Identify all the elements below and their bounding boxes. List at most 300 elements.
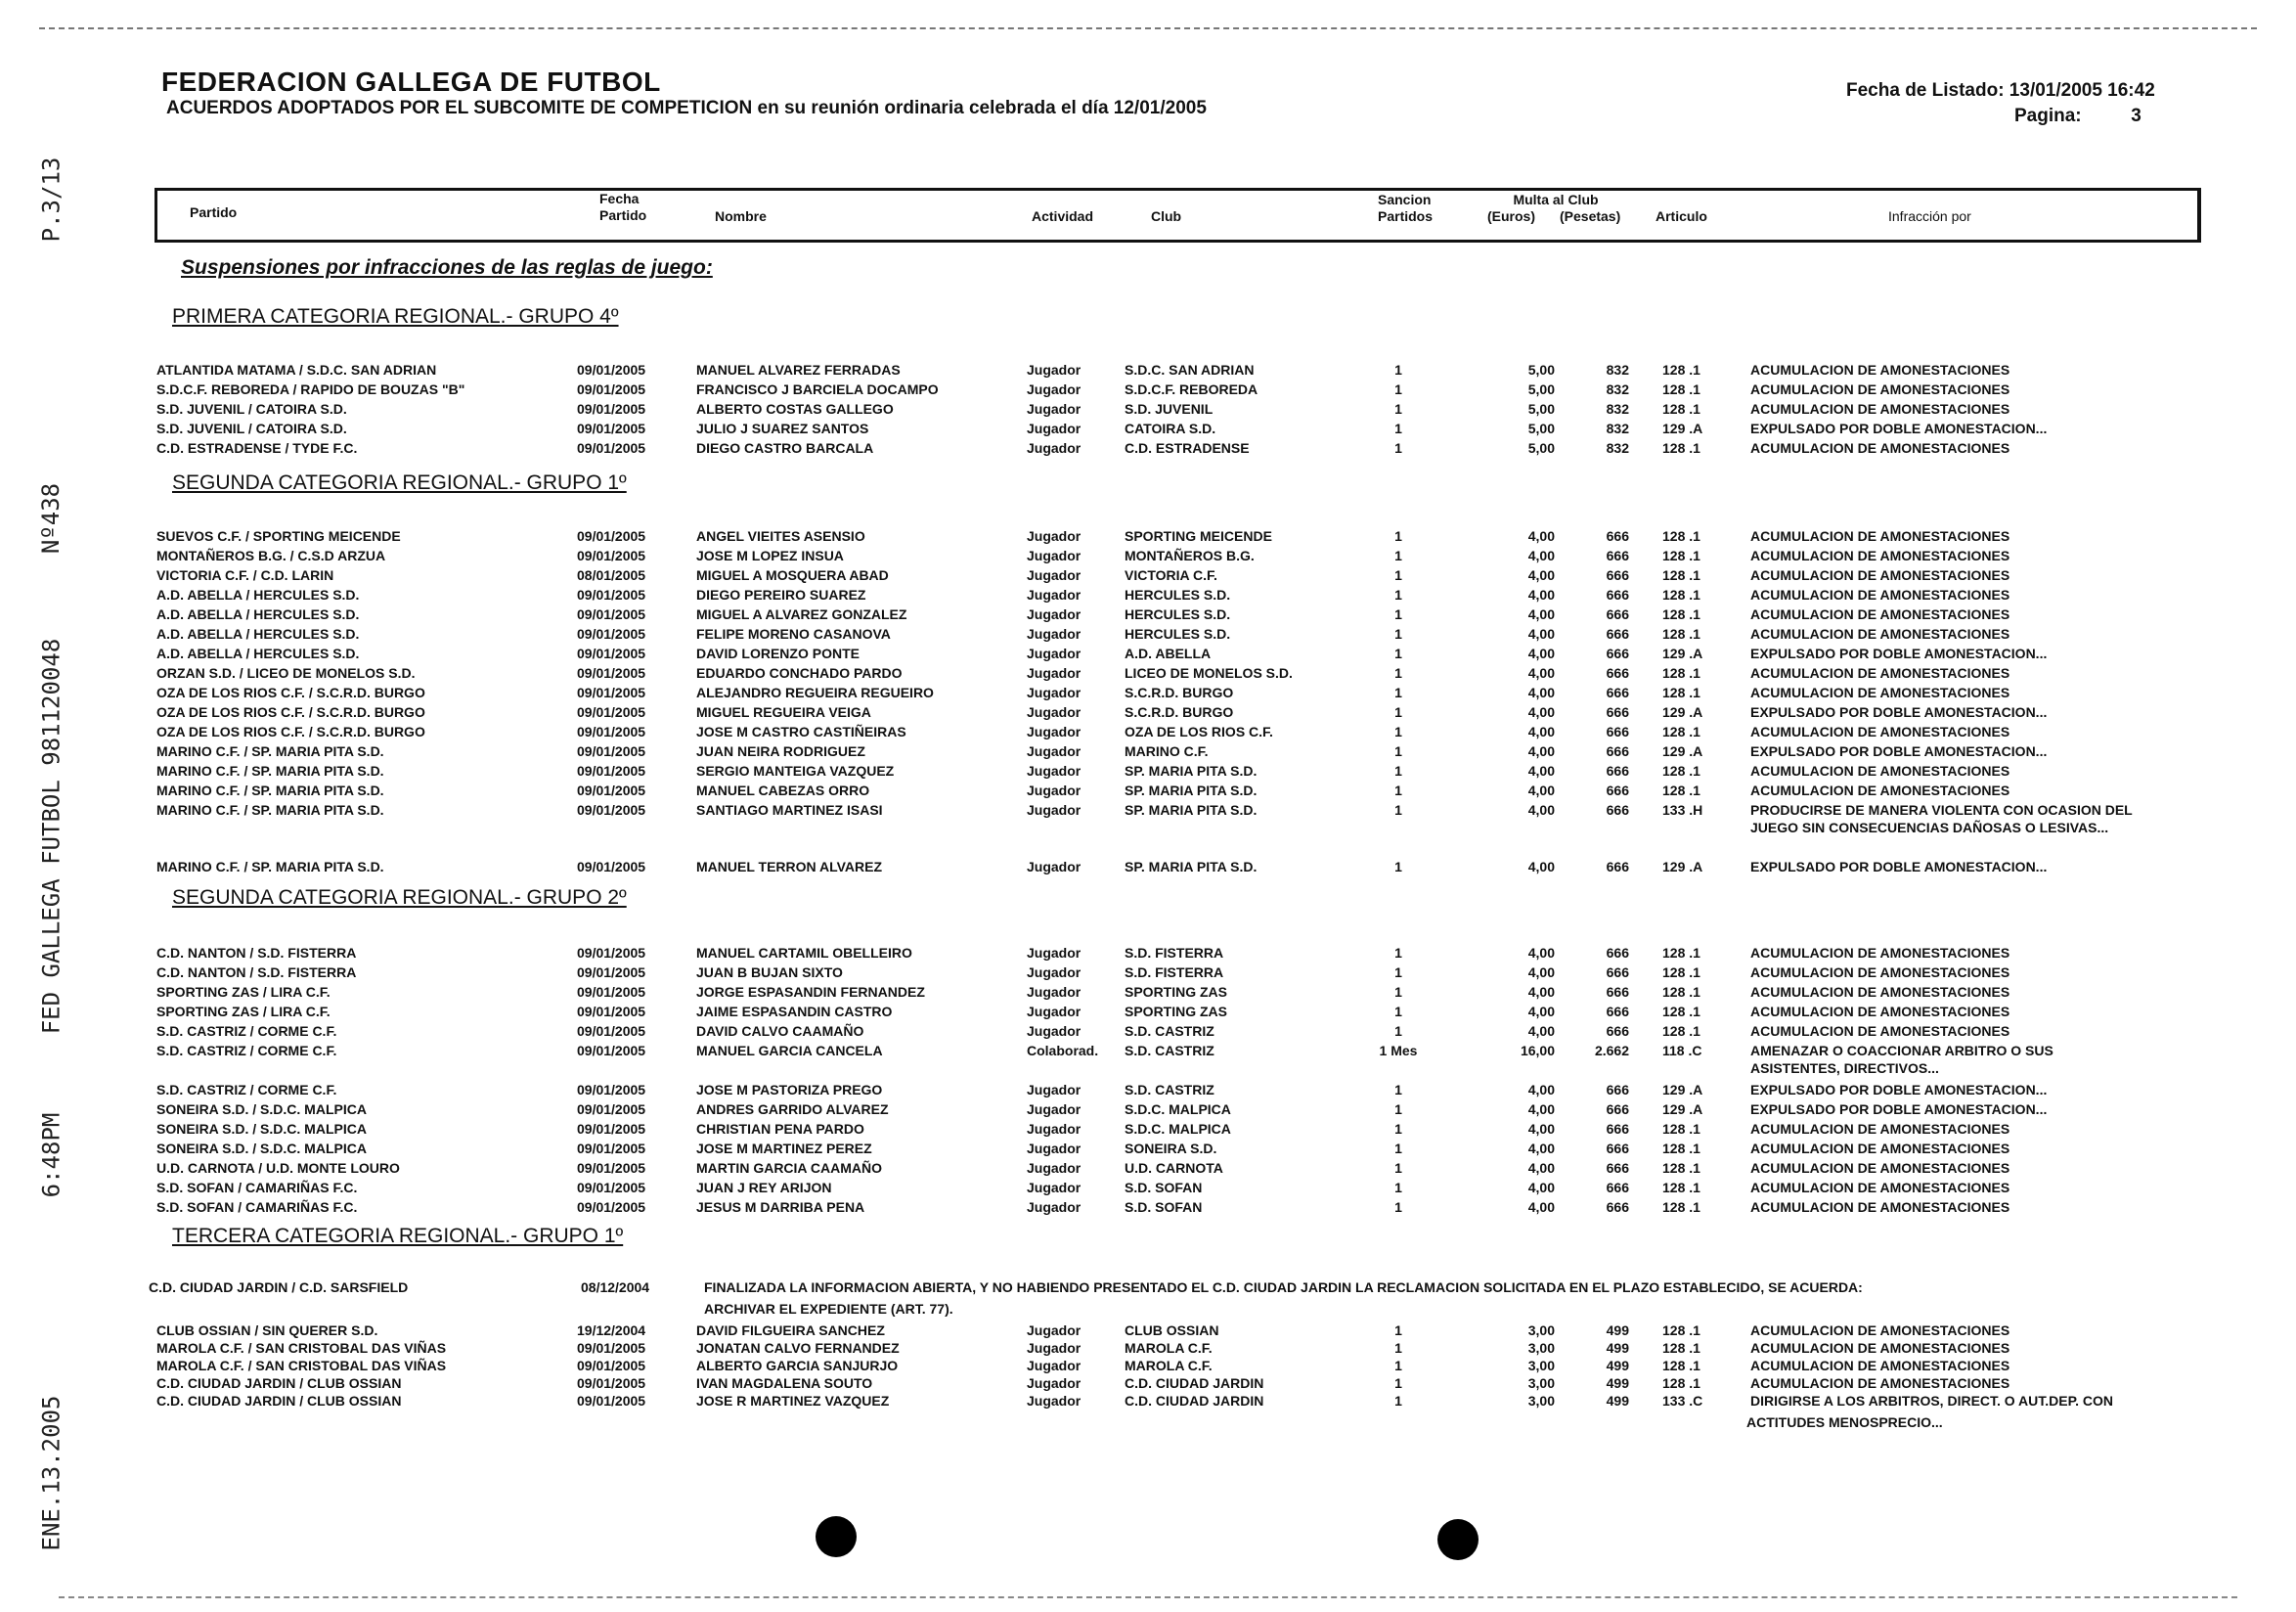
articulo: 128 .1 [1662,685,1700,700]
actividad: Jugador [1027,587,1082,603]
partido: SONEIRA S.D. / S.D.C. MALPICA [156,1121,367,1137]
club: MAROLA C.F. [1125,1340,1213,1356]
multa-pesetas: 832 [1606,401,1629,417]
partido: MARINO C.F. / SP. MARIA PITA S.D. [156,743,384,759]
multa-pesetas: 666 [1606,665,1629,681]
jugador-nombre: CHRISTIAN PENA PARDO [696,1121,864,1137]
table-row [0,380,2296,399]
multa-pesetas: 666 [1606,685,1629,700]
fecha-partido: 19/12/2004 [577,1322,646,1338]
club: A.D. ABELLA [1125,646,1212,661]
fecha-partido: 09/01/2005 [577,1023,646,1039]
fecha-partido: 09/01/2005 [577,783,646,798]
table-row [0,781,2296,800]
partido: SPORTING ZAS / LIRA C.F. [156,1004,331,1019]
jugador-nombre: EDUARDO CONCHADO PARDO [696,665,903,681]
table-row [0,1321,2296,1340]
infraccion: ACUMULACION DE AMONESTACIONES [1750,763,2010,779]
club: MARINO C.F. [1125,743,1209,759]
sancion-partidos: 1 [1394,587,1402,603]
partido: SONEIRA S.D. / S.D.C. MALPICA [156,1101,367,1117]
sancion-partidos: 1 [1394,945,1402,961]
sancion-partidos: 1 [1394,724,1402,739]
multa-pesetas: 666 [1606,984,1629,1000]
multa-euros: 4,00 [1527,763,1555,779]
multa-euros: 4,00 [1527,587,1555,603]
fecha-partido: 09/01/2005 [577,1340,646,1356]
multa-pesetas: 666 [1606,606,1629,622]
club: OZA DE LOS RIOS C.F. [1125,724,1273,739]
multa-pesetas: 666 [1606,743,1629,759]
table-row [0,604,2296,624]
articulo: 128 .1 [1662,440,1700,456]
club: HERCULES S.D. [1125,626,1231,642]
actividad: Jugador [1027,1340,1082,1356]
table-row [0,1002,2296,1021]
infraccion-continuation: JUEGO SIN CONSECUENCIAS DAÑOSAS O LESIVAS... [1750,820,2109,835]
fecha-partido: 09/01/2005 [577,606,646,622]
jugador-nombre: JAIME ESPASANDIN CASTRO [696,1004,893,1019]
multa-pesetas: 499 [1606,1393,1629,1409]
partido: OZA DE LOS RIOS C.F. / S.C.R.D. BURGO [156,724,425,739]
infraccion: ACUMULACION DE AMONESTACIONES [1750,1160,2010,1176]
table-row [0,565,2296,585]
sancion-partidos: 1 [1394,362,1402,378]
category-title: SEGUNDA CATEGORIA REGIONAL.- GRUPO 1º [172,471,627,494]
fecha-partido: 09/01/2005 [577,704,646,720]
infraccion: ACUMULACION DE AMONESTACIONES [1750,1023,2010,1039]
infraccion: EXPULSADO POR DOBLE AMONESTACION... [1750,704,2048,720]
club: LICEO DE MONELOS S.D. [1125,665,1293,681]
jugador-nombre: ALBERTO COSTAS GALLEGO [696,401,894,417]
articulo: 128 .1 [1662,724,1700,739]
fecha-partido: 09/01/2005 [577,859,646,874]
infraccion: ACUMULACION DE AMONESTACIONES [1750,606,2010,622]
infraccion: ACUMULACION DE AMONESTACIONES [1750,548,2010,563]
articulo: 128 .1 [1662,1023,1700,1039]
club: S.D. FISTERRA [1125,964,1224,980]
articulo: 128 .1 [1662,587,1700,603]
partido: OZA DE LOS RIOS C.F. / S.C.R.D. BURGO [156,685,425,700]
col-fecha: Fecha Partido [599,191,647,223]
infraccion: ACUMULACION DE AMONESTACIONES [1750,1121,2010,1137]
infraccion: ACUMULACION DE AMONESTACIONES [1750,381,2010,397]
table-row [0,800,2296,820]
fecha-partido: 09/01/2005 [577,665,646,681]
jugador-nombre: JOSE M LOPEZ INSUA [696,548,844,563]
table-row [0,1021,2296,1041]
articulo: 129 .A [1662,1101,1703,1117]
jugador-nombre: ANGEL VIEITES ASENSIO [696,528,865,544]
club: CATOIRA S.D. [1125,421,1216,436]
articulo: 128 .1 [1662,1322,1700,1338]
jugador-nombre: JOSE M MARTINEZ PEREZ [696,1141,872,1156]
infraccion: ACUMULACION DE AMONESTACIONES [1750,567,2010,583]
actividad: Jugador [1027,665,1082,681]
club: S.D.C. SAN ADRIAN [1125,362,1255,378]
sancion-partidos: 1 [1394,646,1402,661]
multa-pesetas: 666 [1606,1101,1629,1117]
table-row [0,1391,2296,1410]
actividad: Jugador [1027,704,1082,720]
articulo: 128 .1 [1662,567,1700,583]
fecha-partido: 09/01/2005 [577,1358,646,1373]
fax-page: P.3/13 [37,157,66,243]
multa-euros: 3,00 [1527,1358,1555,1373]
sancion-partidos: 1 Mes [1379,1043,1418,1058]
jugador-nombre: SERGIO MANTEIGA VAZQUEZ [696,763,895,779]
fecha-partido: 09/01/2005 [577,1393,646,1409]
document-title: FEDERACION GALLEGA DE FUTBOL [161,67,661,97]
club: C.D. ESTRADENSE [1125,440,1250,456]
infraccion: EXPULSADO POR DOBLE AMONESTACION... [1750,1101,2048,1117]
jugador-nombre: JORGE ESPASANDIN FERNANDEZ [696,984,925,1000]
table-row [0,1080,2296,1099]
multa-pesetas: 499 [1606,1358,1629,1373]
page-number: 3 [2131,106,2141,126]
articulo: 128 .1 [1662,1141,1700,1156]
multa-euros: 4,00 [1527,945,1555,961]
actividad: Jugador [1027,401,1082,417]
sancion-partidos: 1 [1394,665,1402,681]
table-row [0,1099,2296,1119]
jugador-nombre: ALBERTO GARCIA SANJURJO [696,1358,899,1373]
partido: MARINO C.F. / SP. MARIA PITA S.D. [156,783,384,798]
fecha-partido: 09/01/2005 [577,984,646,1000]
multa-euros: 4,00 [1527,704,1555,720]
fecha-partido: 09/01/2005 [577,646,646,661]
multa-pesetas: 666 [1606,528,1629,544]
club: MAROLA C.F. [1125,1358,1213,1373]
punch-hole-left [816,1516,857,1557]
articulo: 129 .A [1662,859,1703,874]
fax-number: Nº438 [37,482,65,554]
sancion-partidos: 1 [1394,783,1402,798]
multa-pesetas: 666 [1606,1160,1629,1176]
sancion-partidos: 1 [1394,1180,1402,1195]
actividad: Jugador [1027,984,1082,1000]
partido: ORZAN S.D. / LICEO DE MONELOS S.D. [156,665,416,681]
multa-euros: 4,00 [1527,1004,1555,1019]
multa-euros: 4,00 [1527,859,1555,874]
club: SP. MARIA PITA S.D. [1125,802,1258,818]
table-row [0,546,2296,565]
club: SP. MARIA PITA S.D. [1125,783,1258,798]
sancion-partidos: 1 [1394,1141,1402,1156]
actividad: Jugador [1027,802,1082,818]
jugador-nombre: JOSE R MARTINEZ VAZQUEZ [696,1393,890,1409]
sancion-partidos: 1 [1394,1322,1402,1338]
partido: C.D. NANTON / S.D. FISTERRA [156,964,357,980]
table-row [0,585,2296,604]
multa-pesetas: 666 [1606,1199,1629,1215]
table-row [0,722,2296,741]
infraccion: ACUMULACION DE AMONESTACIONES [1750,685,2010,700]
multa-euros: 4,00 [1527,548,1555,563]
actividad: Jugador [1027,1393,1082,1409]
articulo: 128 .1 [1662,1340,1700,1356]
multa-euros: 4,00 [1527,1101,1555,1117]
actividad: Jugador [1027,1101,1082,1117]
club: U.D. CARNOTA [1125,1160,1223,1176]
articulo: 128 .1 [1662,1160,1700,1176]
column-header-box [155,188,2201,243]
articulo: 128 .1 [1662,401,1700,417]
partido: C.D. NANTON / S.D. FISTERRA [156,945,357,961]
partido: S.D. SOFAN / CAMARIÑAS F.C. [156,1180,358,1195]
multa-euros: 5,00 [1527,362,1555,378]
actividad: Jugador [1027,945,1082,961]
actividad: Jugador [1027,567,1082,583]
partido: CLUB OSSIAN / SIN QUERER S.D. [156,1322,378,1338]
col-pesetas: (Pesetas) [1560,208,1621,224]
fecha-partido: 09/01/2005 [577,1199,646,1215]
jugador-nombre: JUAN NEIRA RODRIGUEZ [696,743,865,759]
sancion-partidos: 1 [1394,984,1402,1000]
partido: A.D. ABELLA / HERCULES S.D. [156,587,360,603]
articulo: 128 .1 [1662,1180,1700,1195]
actividad: Jugador [1027,1023,1082,1039]
actividad: Jugador [1027,763,1082,779]
multa-pesetas: 666 [1606,859,1629,874]
club: S.D. FISTERRA [1125,945,1224,961]
club: SONEIRA S.D. [1125,1141,1217,1156]
table-row [0,624,2296,644]
jugador-nombre: MANUEL GARCIA CANCELA [696,1043,883,1058]
sancion-partidos: 1 [1394,567,1402,583]
actividad: Jugador [1027,381,1082,397]
actividad: Jugador [1027,646,1082,661]
partido: S.D. CASTRIZ / CORME C.F. [156,1023,337,1039]
actividad: Jugador [1027,964,1082,980]
infraccion: PRODUCIRSE DE MANERA VIOLENTA CON OCASION DEL [1750,802,2133,818]
page-number-block [2014,106,2141,127]
jugador-nombre: ALEJANDRO REGUEIRA REGUEIRO [696,685,934,700]
actividad: Jugador [1027,440,1082,456]
club: S.D. CASTRIZ [1125,1023,1214,1039]
infraccion: ACUMULACION DE AMONESTACIONES [1750,626,2010,642]
articulo: 128 .1 [1662,984,1700,1000]
category-title: TERCERA CATEGORIA REGIONAL.- GRUPO 1º [172,1225,624,1247]
articulo: 128 .1 [1662,606,1700,622]
multa-pesetas: 666 [1606,783,1629,798]
jugador-nombre: MANUEL CABEZAS ORRO [696,783,870,798]
actividad: Jugador [1027,548,1082,563]
col-sancion: Sancion Partidos [1378,192,1434,224]
multa-euros: 4,00 [1527,646,1555,661]
club: S.D. SOFAN [1125,1199,1203,1215]
infraccion: ACUMULACION DE AMONESTACIONES [1750,964,2010,980]
multa-euros: 4,00 [1527,1160,1555,1176]
club: S.C.R.D. BURGO [1125,685,1234,700]
infraccion: ACUMULACION DE AMONESTACIONES [1750,1322,2010,1338]
multa-pesetas: 666 [1606,763,1629,779]
sancion-partidos: 1 [1394,421,1402,436]
articulo: 128 .1 [1662,1358,1700,1373]
multa-pesetas: 666 [1606,1023,1629,1039]
articulo: 133 .H [1662,802,1703,818]
club: SP. MARIA PITA S.D. [1125,763,1258,779]
partido: SPORTING ZAS / LIRA C.F. [156,984,331,1000]
multa-euros: 4,00 [1527,1082,1555,1097]
fax-date: ENE.13.2005 [37,1395,66,1551]
multa-pesetas: 666 [1606,1082,1629,1097]
club: S.D.C. MALPICA [1125,1101,1231,1117]
club: SP. MARIA PITA S.D. [1125,859,1258,874]
table-row [0,419,2296,438]
actividad: Jugador [1027,1180,1082,1195]
jugador-nombre: JUAN J REY ARIJON [696,1180,832,1195]
multa-pesetas: 666 [1606,724,1629,739]
sancion-partidos: 1 [1394,1121,1402,1137]
jugador-nombre: MIGUEL A MOSQUERA ABAD [696,567,889,583]
fecha-partido: 09/01/2005 [577,1043,646,1058]
infraccion: ACUMULACION DE AMONESTACIONES [1750,1180,2010,1195]
multa-euros: 3,00 [1527,1322,1555,1338]
fecha-partido: 08/01/2005 [577,567,646,583]
sancion-partidos: 1 [1394,763,1402,779]
table-row [0,982,2296,1002]
sancion-partidos: 1 [1394,802,1402,818]
partido: C.D. CIUDAD JARDIN / CLUB OSSIAN [156,1375,402,1391]
jugador-nombre: FELIPE MORENO CASANOVA [696,626,891,642]
club: CLUB OSSIAN [1125,1322,1219,1338]
infraccion-continuation: ACTITUDES MENOSPRECIO... [1746,1414,1943,1430]
jugador-nombre: MIGUEL A ALVAREZ GONZALEZ [696,606,907,622]
club: S.D.C.F. REBOREDA [1125,381,1258,397]
col-partido: Partido [190,204,238,220]
actividad: Jugador [1027,859,1082,874]
multa-euros: 5,00 [1527,401,1555,417]
col-articulo: Articulo [1656,208,1707,224]
infraccion: DIRIGIRSE A LOS ARBITROS, DIRECT. O AUT.DEP. CON [1750,1393,2114,1409]
note-partido: C.D. CIUDAD JARDIN / C.D. SARSFIELD [149,1279,409,1295]
table-row [0,1373,2296,1393]
sancion-partidos: 1 [1394,964,1402,980]
sancion-partidos: 1 [1394,528,1402,544]
table-row [0,1139,2296,1158]
multa-pesetas: 499 [1606,1322,1629,1338]
partido: U.D. CARNOTA / U.D. MONTE LOURO [156,1160,400,1176]
punch-hole-right [1437,1519,1479,1560]
multa-euros: 4,00 [1527,1121,1555,1137]
fecha-partido: 09/01/2005 [577,528,646,544]
club: C.D. CIUDAD JARDIN [1125,1375,1264,1391]
infraccion: ACUMULACION DE AMONESTACIONES [1750,665,2010,681]
multa-pesetas: 666 [1606,802,1629,818]
partido: A.D. ABELLA / HERCULES S.D. [156,626,360,642]
multa-euros: 4,00 [1527,606,1555,622]
club: S.D.C. MALPICA [1125,1121,1231,1137]
actividad: Jugador [1027,685,1082,700]
sancion-partidos: 1 [1394,1393,1402,1409]
actividad: Jugador [1027,1358,1082,1373]
articulo: 128 .1 [1662,1199,1700,1215]
club: SPORTING ZAS [1125,1004,1228,1019]
partido: OZA DE LOS RIOS C.F. / S.C.R.D. BURGO [156,704,425,720]
fecha-partido: 09/01/2005 [577,724,646,739]
fecha-partido: 09/01/2005 [577,685,646,700]
fecha-partido: 09/01/2005 [577,440,646,456]
multa-pesetas: 2.662 [1594,1043,1629,1058]
table-row [0,360,2296,380]
actividad: Jugador [1027,1004,1082,1019]
articulo: 128 .1 [1662,528,1700,544]
club: S.D. JUVENIL [1125,401,1214,417]
articulo: 128 .1 [1662,548,1700,563]
multa-euros: 5,00 [1527,421,1555,436]
note-text: FINALIZADA LA INFORMACION ABIERTA, Y NO HABIENDO PRESENTADO EL C.D. CIUDAD JARDIN LA RECLAMACION SOLICITADA EN EL PLAZO ESTABLECIDO, SE ACUERDA: [704,1279,1863,1295]
sancion-partidos: 1 [1394,1375,1402,1391]
actividad: Jugador [1027,1141,1082,1156]
partido: ATLANTIDA MATAMA / S.D.C. SAN ADRIAN [156,362,437,378]
infraccion: EXPULSADO POR DOBLE AMONESTACION... [1750,743,2048,759]
multa-pesetas: 666 [1606,964,1629,980]
sancion-partidos: 1 [1394,1004,1402,1019]
actividad: Jugador [1027,528,1082,544]
club: MONTAÑEROS B.G. [1125,548,1255,563]
multa-euros: 4,00 [1527,685,1555,700]
infraccion: ACUMULACION DE AMONESTACIONES [1750,401,2010,417]
club: HERCULES S.D. [1125,606,1231,622]
multa-pesetas: 499 [1606,1340,1629,1356]
sancion-partidos: 1 [1394,1358,1402,1373]
sancion-partidos: 1 [1394,606,1402,622]
infraccion-continuation: ASISTENTES, DIRECTIVOS... [1750,1060,1939,1076]
sancion-partidos: 1 [1394,1340,1402,1356]
fecha-partido: 09/01/2005 [577,1375,646,1391]
infraccion: ACUMULACION DE AMONESTACIONES [1750,724,2010,739]
multa-euros: 3,00 [1527,1393,1555,1409]
club: SPORTING ZAS [1125,984,1228,1000]
infraccion: EXPULSADO POR DOBLE AMONESTACION... [1750,859,2048,874]
actividad: Jugador [1027,606,1082,622]
multa-euros: 4,00 [1527,783,1555,798]
table-row [0,438,2296,458]
articulo: 129 .A [1662,743,1703,759]
multa-euros: 4,00 [1527,567,1555,583]
sancion-partidos: 1 [1394,1160,1402,1176]
col-euros: (Euros) [1487,208,1535,224]
partido: MARINO C.F. / SP. MARIA PITA S.D. [156,859,384,874]
multa-pesetas: 666 [1606,626,1629,642]
fax-time: 6:48PM [37,1112,66,1197]
sancion-partidos: 1 [1394,859,1402,874]
sancion-partidos: 1 [1394,685,1402,700]
actividad: Jugador [1027,1322,1082,1338]
multa-euros: 3,00 [1527,1375,1555,1391]
sancion-partidos: 1 [1394,401,1402,417]
table-row [0,1158,2296,1178]
jugador-nombre: JULIO J SUAREZ SANTOS [696,421,869,436]
table-row [0,1041,2296,1060]
sancion-partidos: 1 [1394,743,1402,759]
multa-pesetas: 832 [1606,362,1629,378]
multa-pesetas: 666 [1606,548,1629,563]
multa-euros: 4,00 [1527,984,1555,1000]
sancion-partidos: 1 [1394,1082,1402,1097]
infraccion: ACUMULACION DE AMONESTACIONES [1750,1375,2010,1391]
col-multa: Multa al Club [1513,192,1599,207]
multa-euros: 4,00 [1527,665,1555,681]
jugador-nombre: MANUEL ALVAREZ FERRADAS [696,362,901,378]
infraccion: ACUMULACION DE AMONESTACIONES [1750,587,2010,603]
multa-euros: 16,00 [1520,1043,1555,1058]
actividad: Jugador [1027,1375,1082,1391]
articulo: 129 .A [1662,704,1703,720]
partido: MAROLA C.F. / SAN CRISTOBAL DAS VIÑAS [156,1358,447,1373]
actividad: Jugador [1027,724,1082,739]
